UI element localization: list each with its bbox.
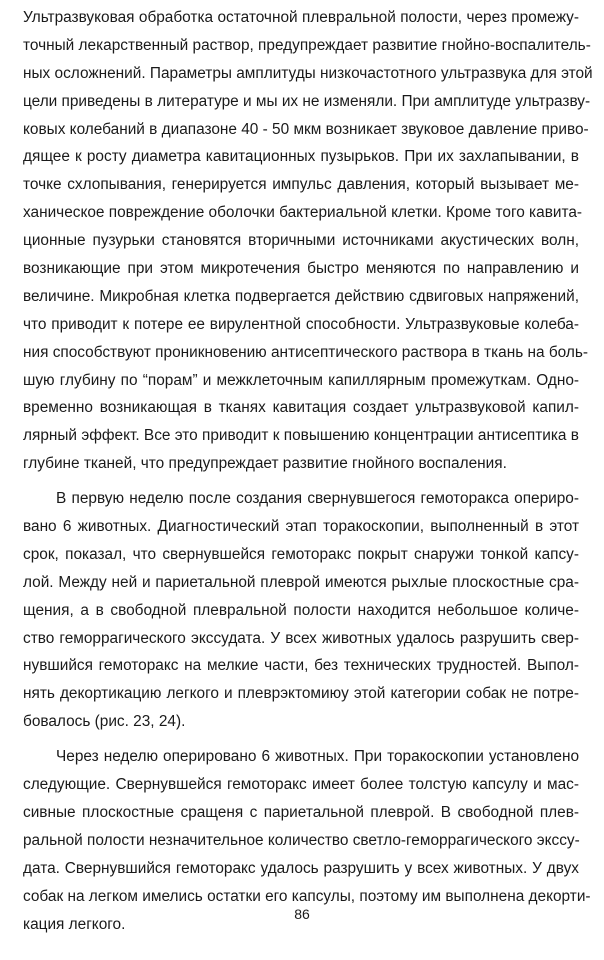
text-line: следующие. Свернувшейся гемоторакс имеет более толстую капсулу и мас- — [23, 776, 579, 794]
text-line: срок, показал, что свернувшейся гемоторакс покрыт снаружи тонкой капсу- — [23, 545, 579, 563]
text-line: В первую неделю после создания свернувшегося гемоторакса опериро- — [56, 490, 579, 508]
text-line: дящее к росту диаметра кавитационных пузырьков. При их захлапывании, в — [23, 148, 579, 166]
text-line: глубине тканей, что предупреждает развитие гнойного воспаления. — [23, 455, 507, 473]
text-line: ство геморрагического экссудата. У всех животных удалось разрушить свер- — [23, 629, 579, 647]
text-line: ханическое повреждение оболочки бактериальной клетки. Кроме того кавита- — [23, 204, 583, 222]
text-line: дата. Свернувшийся гемоторакс удалось разрушить у всех животных. У двух — [23, 859, 579, 877]
text-line: собак на легком имелись остатки его капсулы, поэтому им выполнена декорти- — [23, 887, 591, 905]
text-line: лой. Между ней и париетальной плеврой имеются рыхлые плоскостные сра- — [23, 573, 579, 591]
text-line: нять декортикацию легкого и плеврэктомиюу этой категории собак не потре- — [23, 685, 579, 703]
text-line: временно возникающая в тканях кавитация создает ультразвуковой капил- — [23, 399, 579, 417]
text-line: ния способствуют проникновению антисептического раствора в ткань на боль- — [23, 343, 589, 361]
text-line: величине. Микробная клетка подвергается действию сдвиговых напряжений, — [23, 287, 579, 305]
text-line: ционные пузурьки становятся вторичными источниками акустических волн, — [23, 232, 579, 250]
text-line: лярный эффект. Все это приводит к повышению концентрации антисептика в — [23, 427, 579, 445]
text-line: ковых колебаний в диапазоне 40 - 50 мкм возникает звуковое давление приво- — [23, 120, 589, 138]
text-line: вано 6 животных. Диагностический этап торакоскопии, выполненный в этот — [23, 518, 579, 536]
text-line: бовалось (рис. 23, 24). — [23, 713, 186, 731]
text-line: ных осложнений. Параметры амплитуды низкочастотного ультразвука для этой — [23, 64, 593, 82]
text-line: точке схлопывания, генерируется импульс давления, который вызывает ме- — [23, 176, 579, 194]
text-line: кация легкого. — [23, 915, 126, 933]
text-line: Через неделю оперировано 6 животных. При торакоскопии установлено — [56, 748, 579, 766]
text-line: щения, а в свободной плевральной полости находится небольшое количе- — [23, 601, 579, 619]
text-line: сивные плоскостные сращеня с париетальной плеврой. В свободной плев- — [23, 803, 579, 821]
paragraph-first-week — [23, 485, 579, 736]
text-line: цели приведены в литературе и мы их не изменяли. При амплитуде ультразву- — [23, 92, 591, 110]
paragraph-ultrasound — [23, 4, 593, 478]
text-line: что приводит к потере ее вирулентной способности. Ультразвуковые колеба- — [23, 315, 579, 333]
text-line: шую глубину по “порам” и межклеточным капиллярным промежуткам. Одно- — [23, 371, 579, 389]
text-line: ральной полости незначительное количество светло-геморрагического экссу- — [23, 831, 580, 849]
text-line: возникающие при этом микротечения быстро меняются по направлению и — [23, 260, 579, 278]
page-number: 86 — [294, 906, 310, 922]
text-line: нувшийся гемоторакс на мелкие части, без технических трудностей. Выпол- — [23, 657, 579, 675]
text-line: точный лекарственный раствор, предупреждает развитие гнойно-воспалитель- — [23, 36, 591, 54]
document-page — [23, 4, 593, 938]
text-line: Ультразвуковая обработка остаточной плевральной полости, через промежу- — [23, 9, 579, 26]
